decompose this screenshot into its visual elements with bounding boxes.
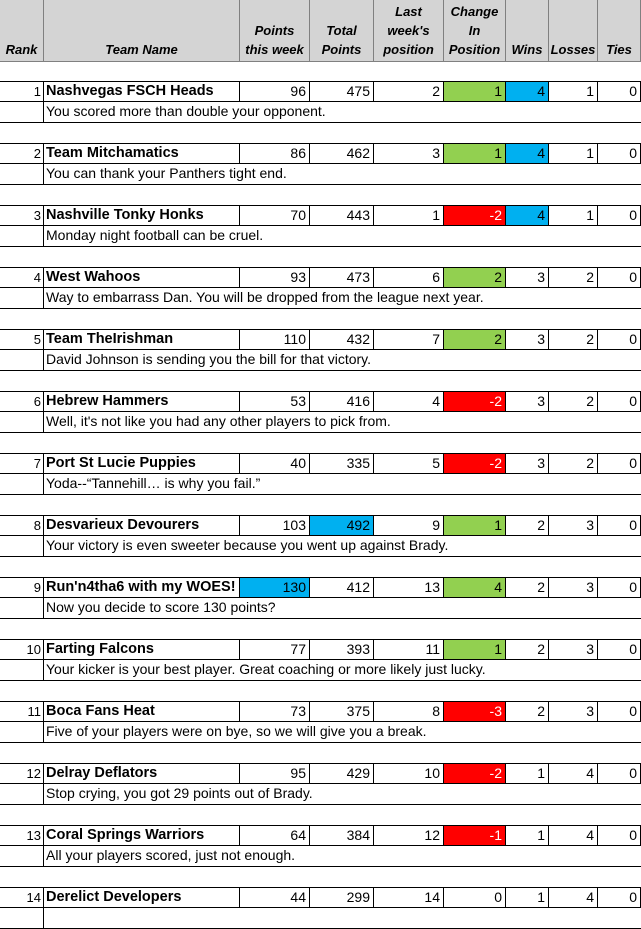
- spacer-row: [0, 743, 641, 764]
- team-comment[interactable]: All your players scored, just not enough.: [44, 846, 641, 867]
- cell-points[interactable]: 110: [240, 330, 310, 350]
- cell-wins[interactable]: 1: [506, 764, 549, 784]
- cell-last[interactable]: 13: [374, 578, 444, 598]
- cell-change[interactable]: 0: [444, 888, 506, 908]
- cell-last[interactable]: 7: [374, 330, 444, 350]
- cell-total[interactable]: 384: [310, 826, 374, 846]
- cell-losses[interactable]: 2: [549, 454, 598, 474]
- team-comment[interactable]: Monday night football can be cruel.: [44, 226, 641, 247]
- cell-last[interactable]: 1: [374, 206, 444, 226]
- cell-last[interactable]: 3: [374, 144, 444, 164]
- header-change-line-3: Position: [448, 42, 501, 57]
- cell-rank[interactable]: 13: [0, 826, 44, 846]
- header-losses[interactable]: [549, 0, 598, 62]
- team-comment[interactable]: Stop crying, you got 29 points out of Brady.: [44, 784, 641, 805]
- cell-ties[interactable]: 0: [598, 826, 641, 846]
- cell-wins[interactable]: 2: [506, 578, 549, 598]
- note-rank-spacer: [0, 102, 44, 123]
- cell-rank[interactable]: 12: [0, 764, 44, 784]
- cell-wins[interactable]: 4: [506, 144, 549, 164]
- spacer-row: [0, 681, 641, 702]
- cell-rank[interactable]: 11: [0, 702, 44, 722]
- cell-points[interactable]: 64: [240, 826, 310, 846]
- header-last-week-position[interactable]: [374, 0, 444, 62]
- cell-rank[interactable]: 4: [0, 268, 44, 288]
- cell-team[interactable]: Farting Falcons: [44, 640, 240, 660]
- note-rank-spacer: [0, 164, 44, 185]
- spacer-row: [0, 495, 641, 516]
- cell-rank[interactable]: 7: [0, 454, 44, 474]
- header-rank-label: Rank: [5, 42, 38, 57]
- cell-total[interactable]: 473: [310, 268, 374, 288]
- cell-wins[interactable]: 3: [506, 392, 549, 412]
- note-rank-spacer: [0, 474, 44, 495]
- cell-change[interactable]: 1: [444, 144, 506, 164]
- note-rank-spacer: [0, 846, 44, 867]
- cell-losses[interactable]: 1: [549, 144, 598, 164]
- cell-last[interactable]: 5: [374, 454, 444, 474]
- cell-total[interactable]: 412: [310, 578, 374, 598]
- cell-ties[interactable]: 0: [598, 764, 641, 784]
- cell-points[interactable]: 96: [240, 82, 310, 102]
- cell-rank[interactable]: 10: [0, 640, 44, 660]
- team-comment[interactable]: David Johnson is sending you the bill for that victory.: [44, 350, 641, 371]
- cell-points[interactable]: 40: [240, 454, 310, 474]
- cell-last[interactable]: 12: [374, 826, 444, 846]
- header-change-in-position[interactable]: [444, 0, 506, 62]
- cell-points[interactable]: 86: [240, 144, 310, 164]
- cell-total[interactable]: 462: [310, 144, 374, 164]
- cell-total[interactable]: 429: [310, 764, 374, 784]
- team-comment[interactable]: Way to embarrass Dan. You will be dropped from the league next year.: [44, 288, 641, 309]
- cell-total[interactable]: 432: [310, 330, 374, 350]
- cell-points[interactable]: 73: [240, 702, 310, 722]
- cell-change[interactable]: -2: [444, 764, 506, 784]
- cell-losses[interactable]: 4: [549, 826, 598, 846]
- team-comment[interactable]: Your kicker is your best player. Great coaching or more likely just lucky.: [44, 660, 641, 681]
- header-points-line-1: Points: [254, 23, 295, 38]
- cell-points[interactable]: 130: [240, 578, 310, 598]
- cell-losses[interactable]: 2: [549, 330, 598, 350]
- note-rank-spacer: [0, 784, 44, 805]
- header-points-line-2: this week: [245, 42, 304, 57]
- cell-change[interactable]: -1: [444, 826, 506, 846]
- cell-total[interactable]: 299: [310, 888, 374, 908]
- cell-team[interactable]: Nashvegas FSCH Heads: [44, 82, 240, 102]
- cell-rank[interactable]: 2: [0, 144, 44, 164]
- cell-last[interactable]: 14: [374, 888, 444, 908]
- cell-total[interactable]: 416: [310, 392, 374, 412]
- cell-last[interactable]: 6: [374, 268, 444, 288]
- note-rank-spacer: [0, 722, 44, 743]
- header-points-this-week[interactable]: [240, 0, 310, 62]
- header-total-line-1: Total: [326, 23, 357, 38]
- cell-losses[interactable]: 4: [549, 888, 598, 908]
- cell-change[interactable]: 2: [444, 268, 506, 288]
- cell-points[interactable]: 93: [240, 268, 310, 288]
- cell-team[interactable]: Desvarieux Devourers: [44, 516, 240, 536]
- cell-losses[interactable]: 3: [549, 640, 598, 660]
- cell-change[interactable]: 4: [444, 578, 506, 598]
- cell-change[interactable]: -2: [444, 454, 506, 474]
- cell-losses[interactable]: 1: [549, 206, 598, 226]
- cell-wins[interactable]: 4: [506, 82, 549, 102]
- cell-team[interactable]: Nashville Tonky Honks: [44, 206, 240, 226]
- header-last-line-3: position: [383, 42, 434, 57]
- cell-wins[interactable]: 3: [506, 330, 549, 350]
- cell-wins[interactable]: 2: [506, 702, 549, 722]
- header-last-line-1: Last: [395, 4, 422, 19]
- cell-points[interactable]: 70: [240, 206, 310, 226]
- cell-change[interactable]: 1: [444, 516, 506, 536]
- note-rank-spacer: [0, 288, 44, 309]
- cell-ties[interactable]: 0: [598, 392, 641, 412]
- cell-last[interactable]: 4: [374, 392, 444, 412]
- team-comment[interactable]: Five of your players were on bye, so we will give you a break.: [44, 722, 641, 743]
- cell-change[interactable]: 1: [444, 640, 506, 660]
- spacer-row: [0, 371, 641, 392]
- cell-ties[interactable]: 0: [598, 144, 641, 164]
- cell-last[interactable]: 9: [374, 516, 444, 536]
- spacer-row: [0, 185, 641, 206]
- cell-ties[interactable]: 0: [598, 640, 641, 660]
- header-total-line-2: Points: [321, 42, 362, 57]
- cell-ties[interactable]: 0: [598, 454, 641, 474]
- cell-total[interactable]: 443: [310, 206, 374, 226]
- team-comment[interactable]: [44, 908, 641, 929]
- cell-wins[interactable]: 4: [506, 206, 549, 226]
- header-ties-label: Ties: [606, 42, 632, 57]
- cell-ties[interactable]: 0: [598, 268, 641, 288]
- spacer-row: [0, 62, 641, 82]
- cell-team[interactable]: Coral Springs Warriors: [44, 826, 240, 846]
- cell-team[interactable]: West Wahoos: [44, 268, 240, 288]
- cell-change[interactable]: -3: [444, 702, 506, 722]
- team-comment[interactable]: Well, it's not like you had any other players to pick from.: [44, 412, 641, 433]
- note-rank-spacer: [0, 598, 44, 619]
- spacer-row: [0, 557, 641, 578]
- cell-losses[interactable]: 2: [549, 268, 598, 288]
- cell-wins[interactable]: 3: [506, 268, 549, 288]
- team-comment[interactable]: Your victory is even sweeter because you went up against Brady.: [44, 536, 641, 557]
- cell-points[interactable]: 77: [240, 640, 310, 660]
- cell-team[interactable]: Delray Deflators: [44, 764, 240, 784]
- spacer-row: [0, 123, 641, 144]
- header-last-line-2: week's: [387, 23, 430, 38]
- header-wins[interactable]: [506, 0, 549, 62]
- spacer-row: [0, 309, 641, 330]
- cell-team[interactable]: Team TheIrishman: [44, 330, 240, 350]
- spacer-row: [0, 247, 641, 268]
- cell-losses[interactable]: 4: [549, 764, 598, 784]
- cell-team[interactable]: Boca Fans Heat: [44, 702, 240, 722]
- header-team-label: Team Name: [105, 42, 178, 57]
- cell-losses[interactable]: 3: [549, 578, 598, 598]
- cell-points[interactable]: 53: [240, 392, 310, 412]
- header-change-line-1: Change: [450, 4, 499, 19]
- cell-wins[interactable]: 2: [506, 516, 549, 536]
- team-comment[interactable]: You can thank your Panthers tight end.: [44, 164, 641, 185]
- cell-points[interactable]: 103: [240, 516, 310, 536]
- header-losses-label: Losses: [550, 42, 596, 57]
- cell-points[interactable]: 44: [240, 888, 310, 908]
- cell-team[interactable]: Derelict Developers: [44, 888, 240, 908]
- spacer-row: [0, 619, 641, 640]
- cell-rank[interactable]: 14: [0, 888, 44, 908]
- header-rank[interactable]: [0, 0, 44, 62]
- cell-team[interactable]: Port St Lucie Puppies: [44, 454, 240, 474]
- cell-ties[interactable]: 0: [598, 702, 641, 722]
- cell-ties[interactable]: 0: [598, 516, 641, 536]
- note-rank-spacer: [0, 226, 44, 247]
- team-comment[interactable]: Yoda--“Tannehill… is why you fail.”: [44, 474, 641, 495]
- team-comment[interactable]: You scored more than double your opponent.: [44, 102, 641, 123]
- cell-points[interactable]: 95: [240, 764, 310, 784]
- cell-ties[interactable]: 0: [598, 578, 641, 598]
- cell-ties[interactable]: 0: [598, 206, 641, 226]
- note-rank-spacer: [0, 660, 44, 681]
- cell-change[interactable]: 2: [444, 330, 506, 350]
- note-rank-spacer: [0, 350, 44, 371]
- cell-total[interactable]: 375: [310, 702, 374, 722]
- cell-total[interactable]: 335: [310, 454, 374, 474]
- header-wins-label: Wins: [511, 42, 543, 57]
- cell-rank[interactable]: 9: [0, 578, 44, 598]
- cell-last[interactable]: 8: [374, 702, 444, 722]
- cell-wins[interactable]: 1: [506, 888, 549, 908]
- cell-losses[interactable]: 3: [549, 702, 598, 722]
- cell-last[interactable]: 10: [374, 764, 444, 784]
- spacer-row: [0, 433, 641, 454]
- header-total-points[interactable]: [310, 0, 374, 62]
- note-rank-spacer: [0, 412, 44, 433]
- cell-team[interactable]: Hebrew Hammers: [44, 392, 240, 412]
- cell-team[interactable]: Run'n4tha6 with my WOES!: [44, 578, 240, 598]
- cell-wins[interactable]: 1: [506, 826, 549, 846]
- cell-last[interactable]: 2: [374, 82, 444, 102]
- cell-losses[interactable]: 2: [549, 392, 598, 412]
- team-comment[interactable]: Now you decide to score 130 points?: [44, 598, 641, 619]
- spacer-row: [0, 867, 641, 888]
- cell-change[interactable]: -2: [444, 206, 506, 226]
- note-rank-spacer: [0, 536, 44, 557]
- header-ties[interactable]: [598, 0, 641, 62]
- cell-change[interactable]: 1: [444, 82, 506, 102]
- cell-ties[interactable]: 0: [598, 888, 641, 908]
- cell-losses[interactable]: 1: [549, 82, 598, 102]
- header-team-name[interactable]: [44, 0, 240, 62]
- cell-rank[interactable]: 5: [0, 330, 44, 350]
- spacer-row: [0, 805, 641, 826]
- cell-last[interactable]: 11: [374, 640, 444, 660]
- cell-change[interactable]: -2: [444, 392, 506, 412]
- cell-rank[interactable]: 1: [0, 82, 44, 102]
- cell-rank[interactable]: 8: [0, 516, 44, 536]
- cell-ties[interactable]: 0: [598, 330, 641, 350]
- cell-total[interactable]: 393: [310, 640, 374, 660]
- cell-ties[interactable]: 0: [598, 82, 641, 102]
- cell-total[interactable]: 492: [310, 516, 374, 536]
- cell-wins[interactable]: 2: [506, 640, 549, 660]
- header-change-line-2: In: [468, 23, 481, 38]
- cell-total[interactable]: 475: [310, 82, 374, 102]
- cell-rank[interactable]: 3: [0, 206, 44, 226]
- cell-losses[interactable]: 3: [549, 516, 598, 536]
- cell-rank[interactable]: 6: [0, 392, 44, 412]
- cell-wins[interactable]: 3: [506, 454, 549, 474]
- note-rank-spacer: [0, 908, 44, 929]
- cell-team[interactable]: Team Mitchamatics: [44, 144, 240, 164]
